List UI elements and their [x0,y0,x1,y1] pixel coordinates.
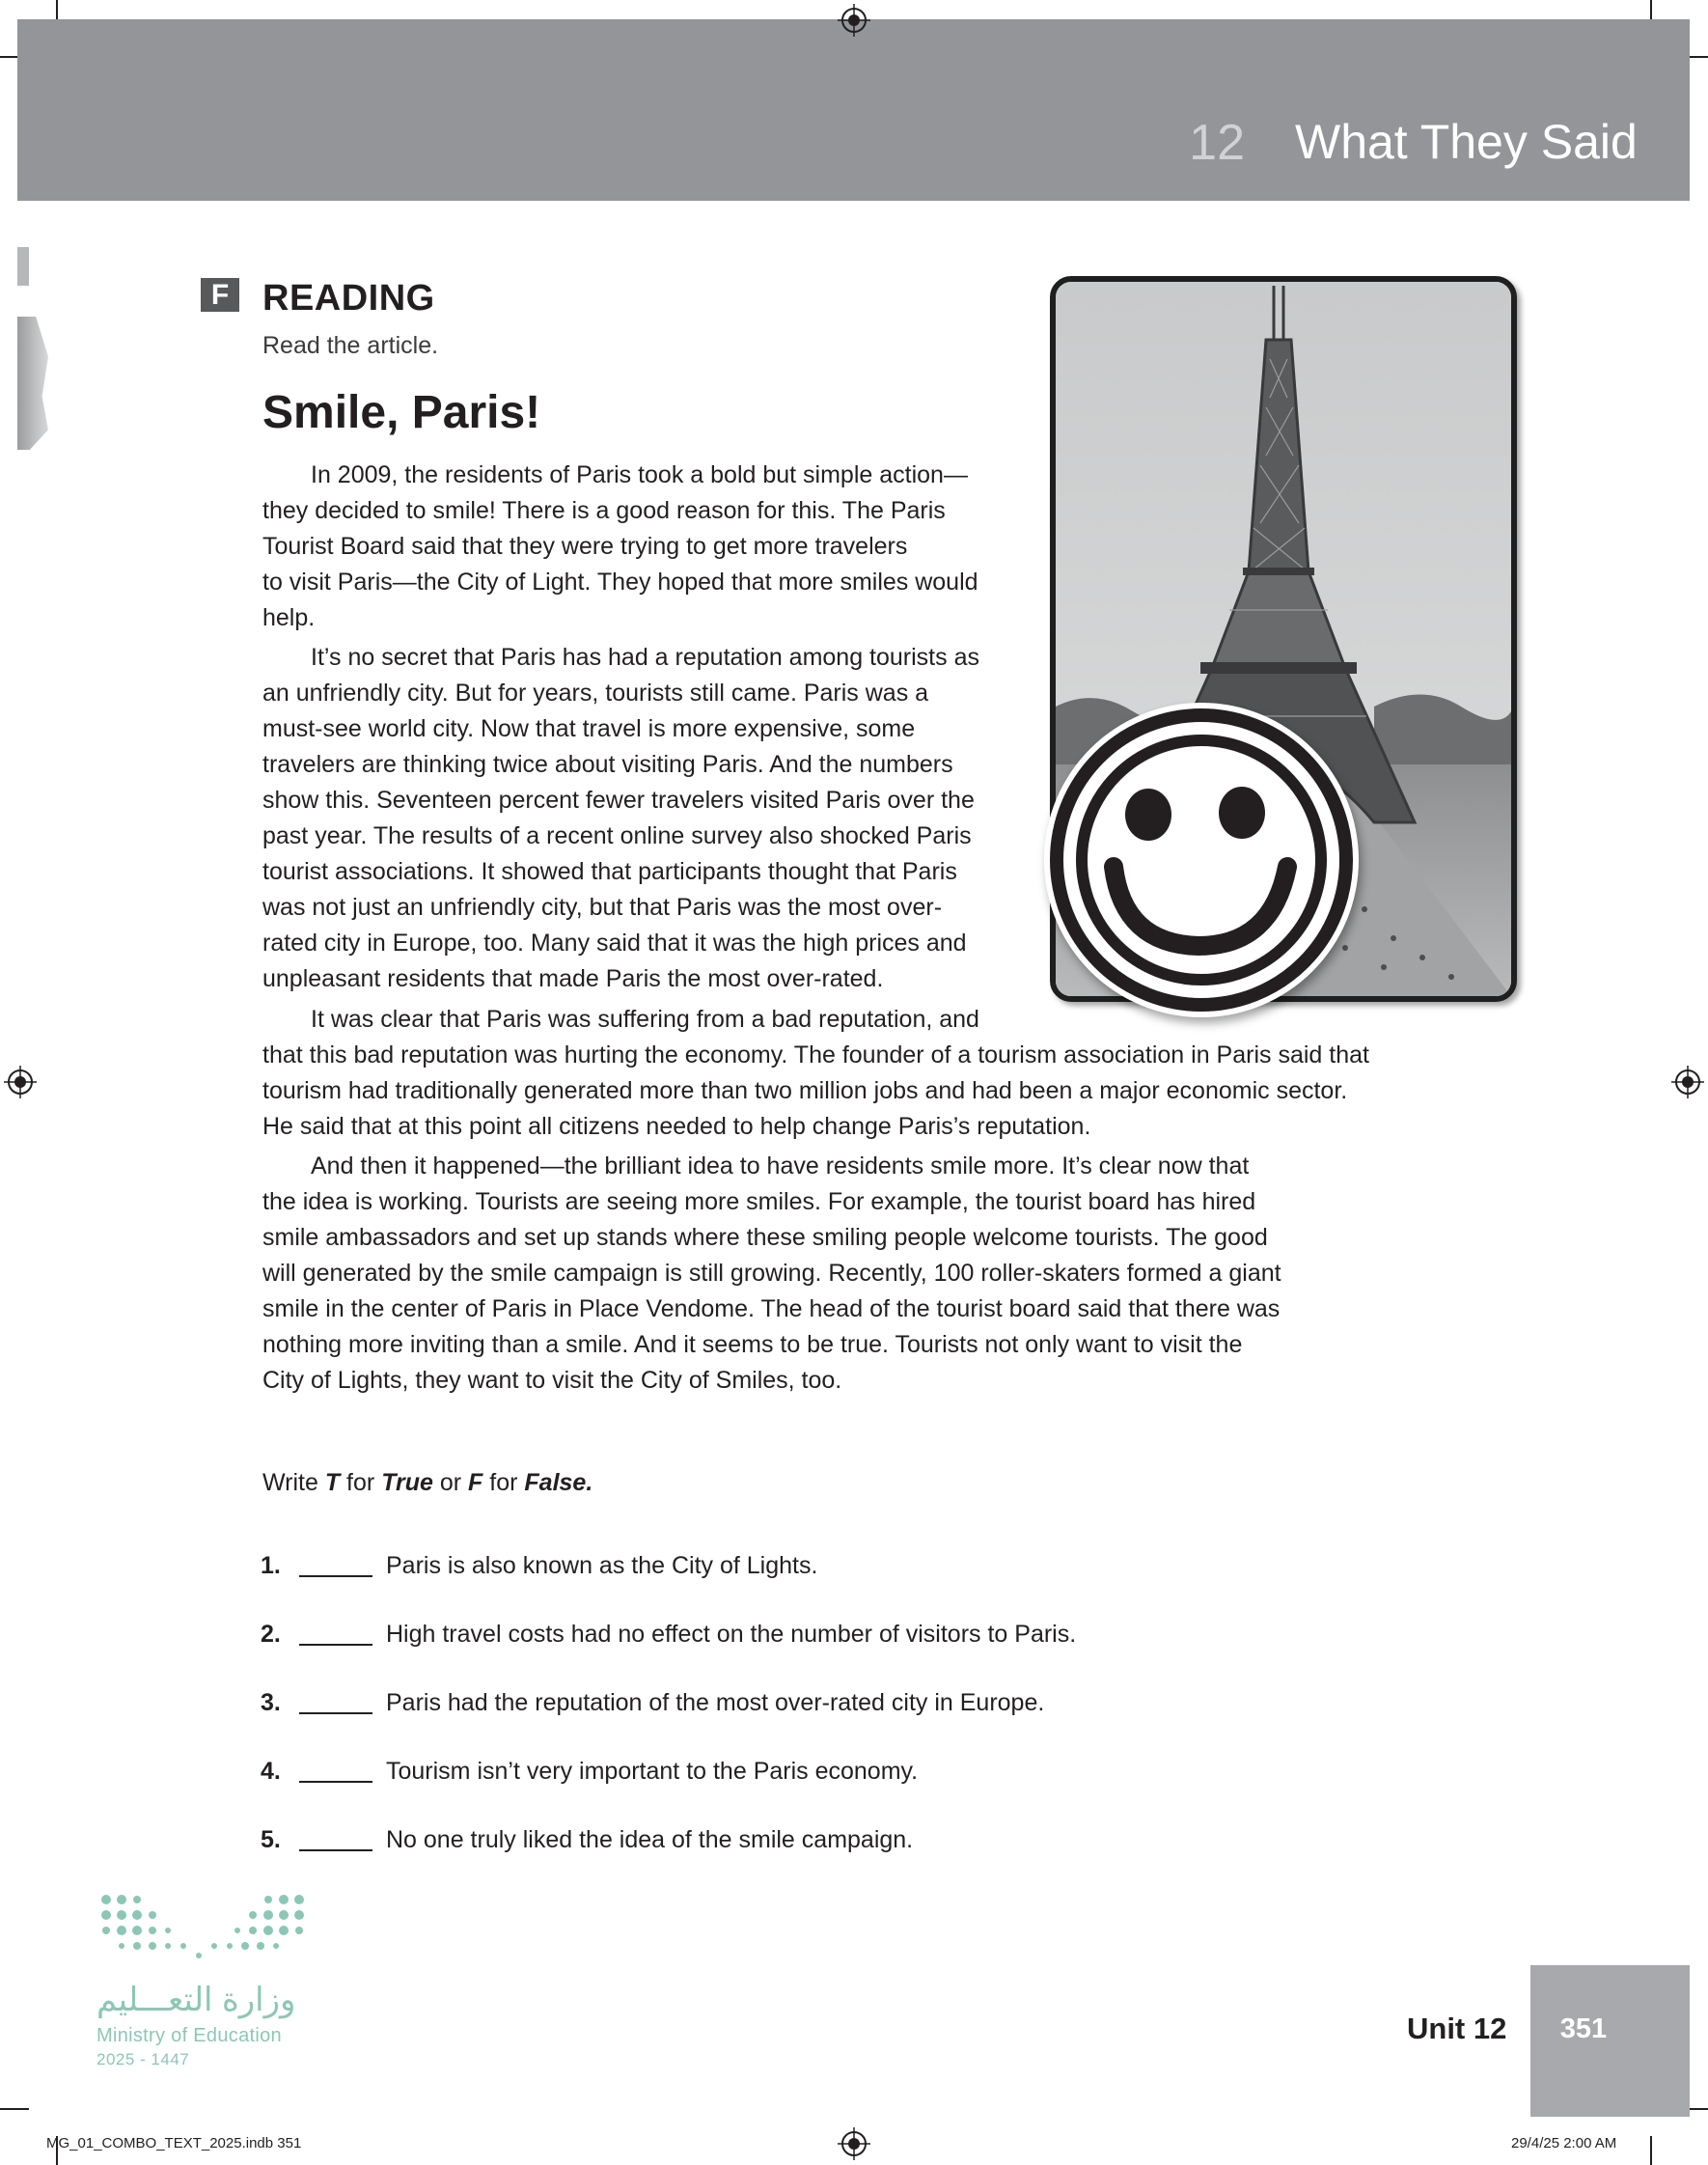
instruction-text: Write [262,1469,325,1496]
section-title: READING [262,278,435,319]
answer-blank[interactable] [299,1556,372,1577]
print-slug-date: 29/4/25 2:00 AM [1511,2135,1617,2151]
ministry-name-arabic: وزارة التعـــليم [96,1982,296,2018]
item-statement: High travel costs had no effect on the number of visitors to Paris. [386,1621,1077,1648]
item-statement: No one truly liked the idea of the smile campaign. [386,1826,914,1853]
section-badge: F [201,278,239,312]
item-number: 2. [261,1621,281,1648]
article-paragraph: It was clear that Paris was suffering from a bad reputation, and that this bad reputation was hurting the economy. The founder of a tourism association in Paris said that tourism had traditionally generated more than two million jobs and had been a major economic sector. He said that at this point all citizens needed to help change Paris’s reputation. [262,1006,1369,1140]
ministry-year: 2025 - 1447 [96,2050,190,2068]
instruction-text: or [432,1469,469,1496]
registration-mark-icon [4,1066,37,1098]
smiley-face-graphic [1044,703,1359,1017]
crop-mark [0,2108,29,2110]
article-paragraph: And then it happened—the brilliant idea to have residents smile more. It’s clear now that the idea is working. Tourists are seeing more smiles. For example, the tourist board has hired smile ambassadors and set up stands where these smiling people welcome tourists. The good will generated by the smile campaign is still growing. Recently, 100 roller-skaters formed a giant smile in the center of Paris in Place Vendome. The head of the tourist board said that there was nothing more inviting than a smile. And it seems to be true. Tourists not only want to visit the City of Lights, they want to visit the City of Smiles, too. [262,1152,1281,1394]
section-instruction: Read the article. [262,332,439,359]
chapter-number: 12 [1189,115,1245,171]
item-statement: Paris had the reputation of the most over-rated city in Europe. [386,1689,1045,1716]
article-paragraph: It’s no secret that Paris has had a reputation among tourists as an unfriendly city. But for years, tourists still came. Paris was a must-see world city. Now that travel is more expensive, some travelers are thinking twice about visiting Paris. And the numbers show this. Seventeen percent fewer travelers visited Paris over the past year. The results of a recent online survey also shocked Paris tourist associations. It showed that participants thought that Paris was not just an unfriendly city, but that Paris was the most over- rated city in Europe, too. Many said that it was the high prices and unpleasant residents that made Paris the most over-rated. [262,644,979,992]
instruction-false-letter: F [468,1469,483,1496]
item-number: 1. [261,1552,281,1579]
ministry-name-english: Ministry of Education [96,2025,282,2046]
instruction-text: for [340,1469,382,1496]
item-number: 5. [261,1826,281,1853]
unit-label: Unit 12 [1407,2012,1507,2045]
registration-mark-icon [838,4,870,37]
item-statement: Paris is also known as the City of Lights. [386,1552,818,1579]
answer-blank[interactable] [299,1762,372,1783]
answer-blank[interactable] [299,1693,372,1714]
registration-mark-icon [1671,1066,1704,1098]
ministry-logo-icon [96,1892,309,1961]
answer-blank[interactable] [299,1830,372,1851]
item-statement: Tourism isn’t very important to the Paris economy. [386,1758,919,1785]
instruction-true-word: True [381,1469,433,1496]
exercise-item [261,1758,918,1789]
instruction-true-letter: T [324,1469,341,1496]
instruction-text: for [482,1469,525,1496]
crop-mark [1650,2136,1652,2165]
item-number: 3. [261,1689,281,1716]
smiley-face-icon [1044,703,1359,1017]
page-number: 351 [1559,2013,1608,2044]
registration-mark-icon [838,2127,870,2160]
instruction-false-word: False. [524,1469,593,1496]
header-band [17,19,1690,201]
article-title: Smile, Paris! [262,387,541,438]
article-paragraph: In 2009, the residents of Paris took a bold but simple action— they decided to smile! There is a good reason for this. The Paris Tourist Board said that they were trying to get more travelers to visit Paris—the City of Light. They hoped that more smiles would help. [262,461,978,631]
exercise-item [261,1689,1044,1720]
chapter-title: What They Said [1295,115,1638,169]
scan-edge-mark [17,247,29,286]
answer-blank[interactable] [299,1624,372,1646]
item-number: 4. [261,1758,281,1785]
scan-edge-mark [17,317,48,450]
exercise-instruction [262,1469,592,1497]
exercise-item [261,1552,817,1583]
exercise-item [261,1826,913,1857]
exercise-item [261,1621,1076,1652]
print-slug-file: MG_01_COMBO_TEXT_2025.indb 351 [46,2135,302,2151]
